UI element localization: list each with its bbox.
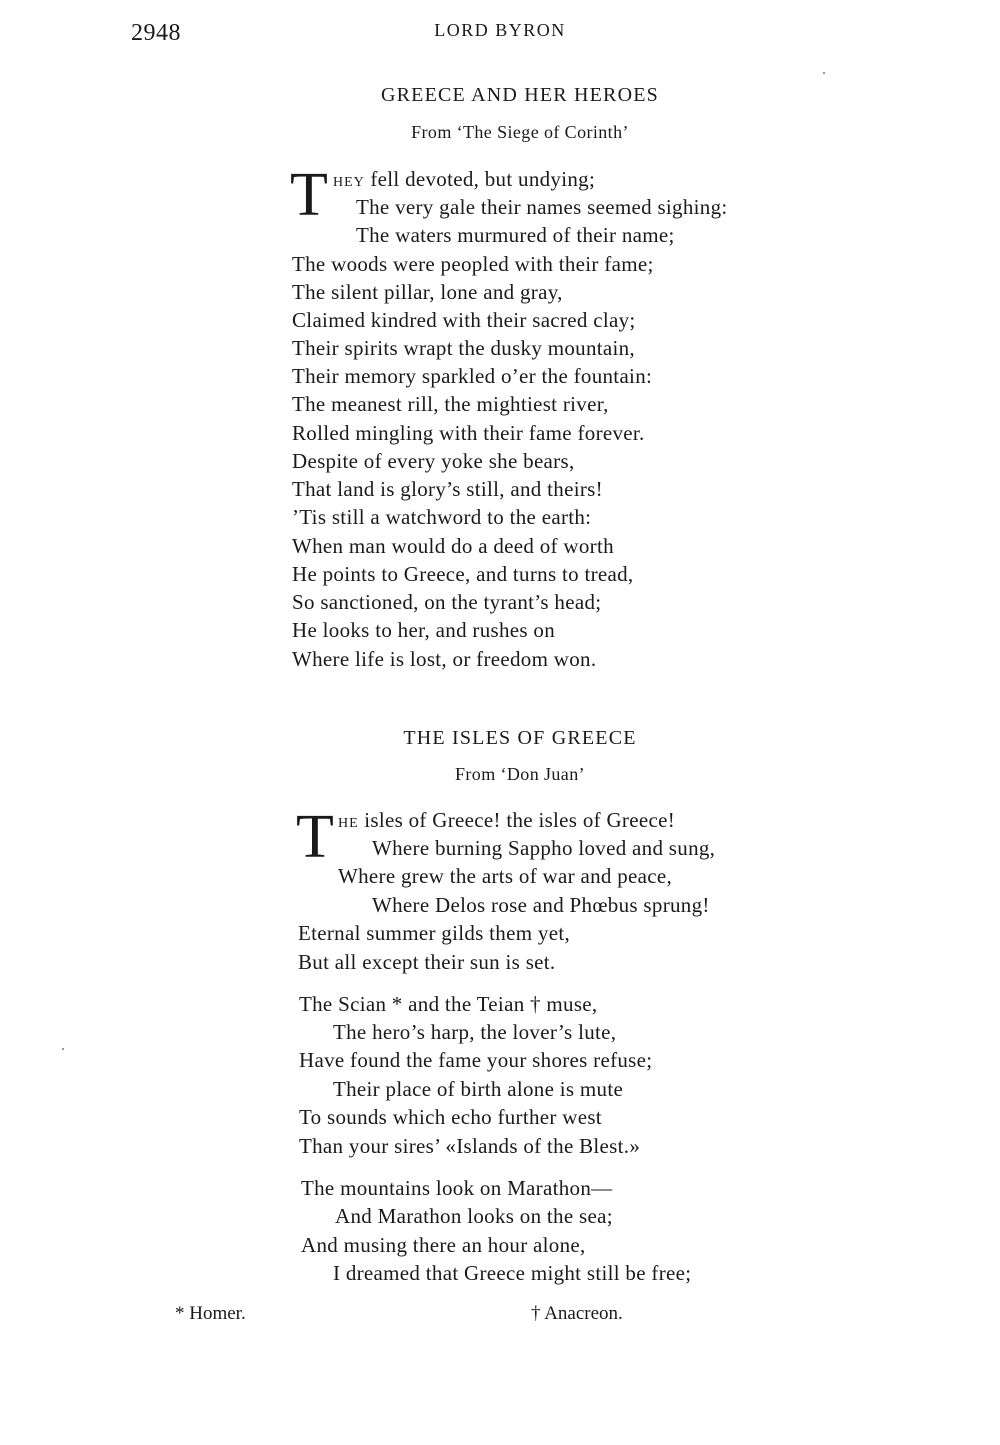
poem-line: When man would do a deed of worth (292, 534, 614, 558)
poem-line: The meanest rill, the mightiest river, (292, 392, 609, 416)
poem-line: Their spirits wrapt the dusky mountain, (292, 336, 635, 360)
poem-line: Where life is lost, or freedom won. (292, 647, 597, 671)
first-line-text: isles of Greece! the isles of Greece! (358, 808, 676, 832)
poem-line: I dreamed that Greece might still be free; (333, 1261, 692, 1285)
poem-line: The Scian * and the Teian † muse, (299, 992, 598, 1016)
poem-line: Where Delos rose and Phœbus sprung! (372, 893, 710, 917)
poem-line: So sanctioned, on the tyrant’s head; (292, 590, 602, 614)
small-caps-opening: HEY (333, 175, 365, 190)
poem-line: Than your sires’ «Islands of the Blest.» (299, 1134, 641, 1158)
poem-line: Despite of every yoke she bears, (292, 449, 575, 473)
small-caps-opening: HE (338, 816, 359, 831)
scan-speck (823, 72, 825, 74)
poem-line: But all except their sun is set. (298, 950, 556, 974)
poem-line: ’Tis still a watchword to the earth: (292, 505, 592, 529)
running-head: LORD BYRON (434, 20, 566, 40)
poem-source: From ‘Don Juan’ (455, 764, 585, 784)
drop-cap: T (290, 161, 328, 229)
poem-line: The silent pillar, lone and gray, (292, 280, 563, 304)
poem-line: The mountains look on Marathon— (301, 1176, 613, 1200)
poem-line: Rolled mingling with their fame forever. (292, 421, 645, 445)
poem-line: And Marathon looks on the sea; (335, 1204, 613, 1228)
poem-line: The woods were peopled with their fame; (292, 252, 654, 276)
poem-line: He looks to her, and rushes on (292, 618, 556, 642)
poem-title: GREECE AND HER HEROES (381, 84, 659, 106)
poem-line: And musing there an hour alone, (301, 1233, 586, 1257)
poem-line: Have found the fame your shores refuse; (299, 1048, 653, 1072)
poem-title: THE ISLES OF GREECE (403, 727, 637, 749)
poem-line: Eternal summer gilds them yet, (298, 921, 571, 945)
first-line-text: fell devoted, but undying; (364, 167, 596, 191)
poem-line: To sounds which echo further west (299, 1105, 602, 1129)
poem-line: Where grew the arts of war and peace, (338, 864, 673, 888)
footnote-anacreon: † Anacreon. (531, 1303, 623, 1324)
page-number: 2948 (131, 20, 181, 46)
scan-speck (62, 1048, 64, 1050)
poem-line: Their memory sparkled o’er the fountain: (292, 364, 653, 388)
poem-line: Where burning Sappho loved and sung, (372, 836, 716, 860)
poem-line: That land is glory’s still, and theirs! (292, 477, 603, 501)
footnote-homer: * Homer. (175, 1303, 246, 1324)
drop-cap: T (296, 803, 334, 871)
poem-line: The hero’s harp, the lover’s lute, (333, 1020, 617, 1044)
poem-source: From ‘The Siege of Corinth’ (411, 122, 629, 142)
poem-line: Claimed kindred with their sacred clay; (292, 308, 636, 332)
poem-line: He points to Greece, and turns to tread, (292, 562, 634, 586)
poem-line: The very gale their names seemed sighing: (356, 195, 728, 219)
poem-line: Their place of birth alone is mute (333, 1077, 624, 1101)
poem-line: The waters murmured of their name; (356, 223, 675, 247)
